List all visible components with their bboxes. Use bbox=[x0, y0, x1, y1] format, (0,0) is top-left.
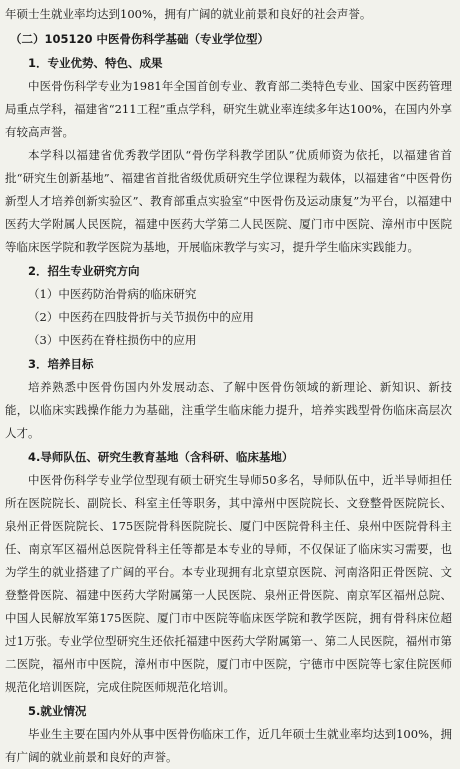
paragraph-employment: 毕业生主要在国内外从事中医骨伤临床工作，近几年硕士生就业率均达到100%，拥有广阔的就业前景和良好的声誉。 bbox=[5, 727, 452, 764]
heading-training-goals: 3．培养目标 bbox=[28, 357, 94, 371]
intro-paragraph: 年硕士生就业率均达到100%，拥有广阔的就业前景和良好的社会声誉。 bbox=[5, 7, 372, 21]
list-item-direction-2: （2）中医药在四肢骨折与关节损伤中的应用 bbox=[28, 310, 254, 324]
section-title: （二）105120 中医骨伤科学基础（专业学位型） bbox=[10, 32, 270, 46]
heading-employment: 5.就业情况 bbox=[28, 704, 87, 718]
list-item-direction-1: （1）中医药防治骨病的临床研究 bbox=[28, 287, 197, 301]
heading-research-directions: 2．招生专业研究方向 bbox=[28, 264, 140, 278]
paragraph-advantages-1: 中医骨伤科学专业为1981年全国首创专业、教育部二类特色专业、国家中医药管理局重点学科，福建省“211工程”重点学科，研究生就业率连续多年达100%，在国内外享有较高声誉。 bbox=[5, 79, 452, 139]
heading-advantages: 1．专业优势、特色、成果 bbox=[28, 56, 163, 70]
list-item-direction-3: （3）中医药在脊柱损伤中的应用 bbox=[28, 333, 197, 347]
heading-supervisors-bases: 4.导师队伍、研究生教育基地（含科研、临床基地） bbox=[28, 450, 294, 464]
paragraph-training-goals: 培养熟悉中医骨伤国内外发展动态、了解中医骨伤领域的新理论、新知识、新技能，以临床实践操作能力为基础，注重学生临床能力提升，培养实践型骨伤临床高层次人才。 bbox=[5, 380, 452, 440]
paragraph-supervisors-bases: 中医骨伤科学专业学位型现有硕士研究生导师50多名，导师队伍中，近半导师担任所在医院院长、副院长、科室主任等职务，其中漳州中医院院长、文登整骨医院院长、泉州正骨医院院长、175医院骨科医院院长、厦门中医院骨科主任、泉州中医院骨科主任、南京军区福州总医院骨科主任等都是本专业的导师，不仅保证了临床实习需要，也为学生的就业搭建了广阔的平台。本专业现拥有北京望京医院、河南洛阳正骨医院、文登整骨医院、福建中医药大学附属第一人民医院、泉州正骨医院、南京军区福州总院、中国人民解放军第175医院、厦门市中医院等临床医学院和教学医院，拥有骨科床位超过1万张。专业学位型研究生还依托福建中医药大学附属第一、第二人民医院，福州市第二医院，福州市中医院，漳州市中医院，厦门市中医院，宁德市中医院等七家住院医师规范化培训医院，完成住院医师规范化培训。 bbox=[5, 473, 452, 694]
paragraph-advantages-2: 本学科以福建省优秀教学团队“骨伤学科教学团队”优质师资为依托，以福建省首批“研究生创新基地”、福建省首批省级优质研究生学位课程为载体，以福建省“中医骨伤新型人才培养创新实验区”、教育部重点实验室“中医骨伤及运动康复”为平台，以福建中医药大学附属人民医院，福建中医药大学第二人民医院、厦门市中医院、漳州市中医院等临床医学院和教学医院为基地，开展临床教学与实习，提升学生临床实践能力。 bbox=[5, 148, 452, 254]
